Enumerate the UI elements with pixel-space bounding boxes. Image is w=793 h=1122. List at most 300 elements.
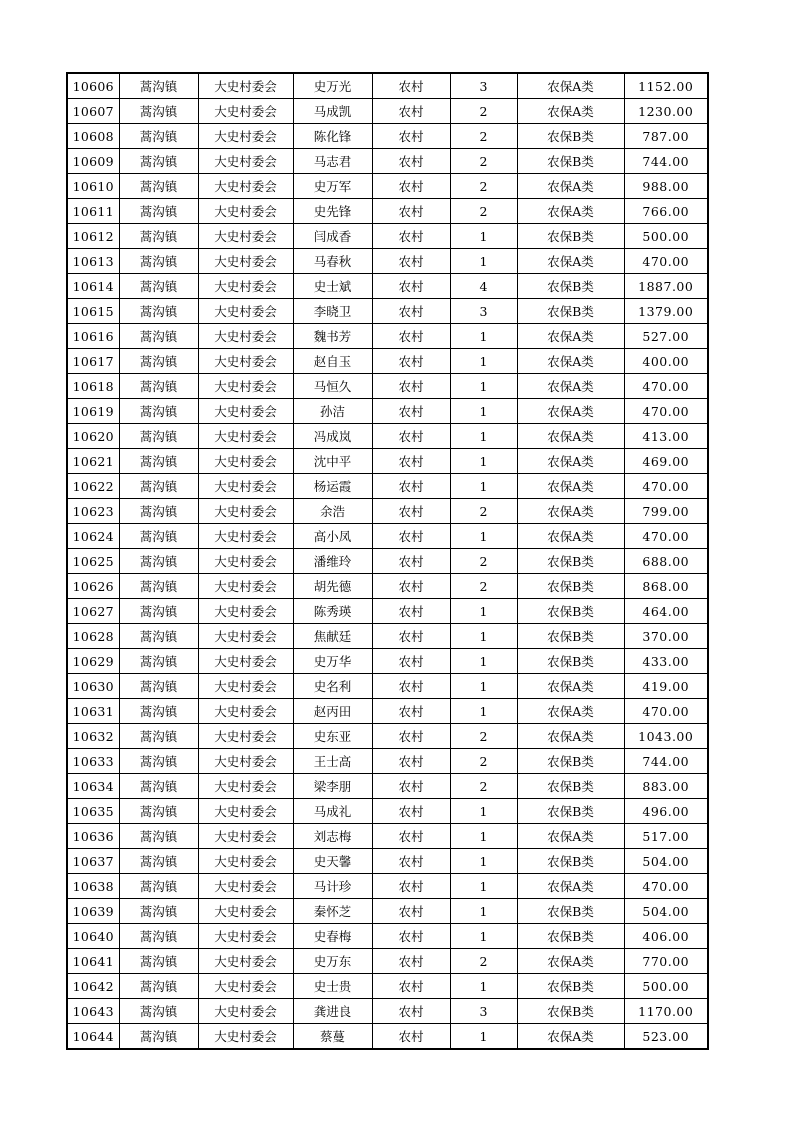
table-row <box>67 949 708 974</box>
amount-cell: 1230.00 <box>624 99 708 124</box>
household-size-cell: 1 <box>450 924 517 949</box>
town-cell: 蒿沟镇 <box>119 299 198 324</box>
household-size-cell: 2 <box>450 149 517 174</box>
table-row <box>67 174 708 199</box>
table-row <box>67 849 708 874</box>
table-row <box>67 599 708 624</box>
area-type-cell: 农村 <box>372 574 450 599</box>
person-name-cell: 李晓卫 <box>293 299 372 324</box>
area-type-cell: 农村 <box>372 999 450 1024</box>
person-name-cell: 秦怀芝 <box>293 899 372 924</box>
household-size-cell: 1 <box>450 1024 517 1050</box>
village-committee-cell: 大史村委会 <box>198 249 293 274</box>
area-type-cell: 农村 <box>372 649 450 674</box>
area-type-cell: 农村 <box>372 299 450 324</box>
insurance-type-cell: 农保A类 <box>517 249 624 274</box>
insurance-type-cell: 农保B类 <box>517 274 624 299</box>
table-row <box>67 574 708 599</box>
insurance-type-cell: 农保A类 <box>517 424 624 449</box>
insurance-type-cell: 农保B类 <box>517 924 624 949</box>
household-size-cell: 2 <box>450 199 517 224</box>
household-size-cell: 3 <box>450 299 517 324</box>
amount-cell: 523.00 <box>624 1024 708 1050</box>
record-id-cell: 10641 <box>67 949 119 974</box>
insurance-type-cell: 农保B类 <box>517 574 624 599</box>
record-id-cell: 10642 <box>67 974 119 999</box>
person-name-cell: 魏书芳 <box>293 324 372 349</box>
village-committee-cell: 大史村委会 <box>198 124 293 149</box>
insurance-type-cell: 农保B类 <box>517 149 624 174</box>
insurance-type-cell: 农保A类 <box>517 874 624 899</box>
insurance-type-cell: 农保A类 <box>517 199 624 224</box>
record-id-cell: 10630 <box>67 674 119 699</box>
table-body <box>67 73 708 1049</box>
town-cell: 蒿沟镇 <box>119 799 198 824</box>
village-committee-cell: 大史村委会 <box>198 799 293 824</box>
household-size-cell: 1 <box>450 799 517 824</box>
insurance-type-cell: 农保A类 <box>517 674 624 699</box>
record-id-cell: 10621 <box>67 449 119 474</box>
village-committee-cell: 大史村委会 <box>198 974 293 999</box>
person-name-cell: 史万军 <box>293 174 372 199</box>
town-cell: 蒿沟镇 <box>119 524 198 549</box>
insurance-type-cell: 农保B类 <box>517 299 624 324</box>
town-cell: 蒿沟镇 <box>119 499 198 524</box>
insurance-type-cell: 农保B类 <box>517 849 624 874</box>
town-cell: 蒿沟镇 <box>119 749 198 774</box>
insurance-type-cell: 农保B类 <box>517 799 624 824</box>
village-committee-cell: 大史村委会 <box>198 574 293 599</box>
town-cell: 蒿沟镇 <box>119 99 198 124</box>
area-type-cell: 农村 <box>372 749 450 774</box>
record-id-cell: 10620 <box>67 424 119 449</box>
village-committee-cell: 大史村委会 <box>198 149 293 174</box>
amount-cell: 883.00 <box>624 774 708 799</box>
amount-cell: 370.00 <box>624 624 708 649</box>
person-name-cell: 史天馨 <box>293 849 372 874</box>
village-committee-cell: 大史村委会 <box>198 374 293 399</box>
table-row <box>67 99 708 124</box>
area-type-cell: 农村 <box>372 1024 450 1050</box>
household-size-cell: 1 <box>450 849 517 874</box>
table-row <box>67 474 708 499</box>
town-cell: 蒿沟镇 <box>119 349 198 374</box>
table-row <box>67 73 708 99</box>
household-size-cell: 2 <box>450 574 517 599</box>
household-size-cell: 2 <box>450 174 517 199</box>
insurance-type-cell: 农保A类 <box>517 499 624 524</box>
insurance-type-cell: 农保B类 <box>517 649 624 674</box>
person-name-cell: 史万光 <box>293 73 372 99</box>
record-id-cell: 10634 <box>67 774 119 799</box>
village-committee-cell: 大史村委会 <box>198 224 293 249</box>
record-id-cell: 10643 <box>67 999 119 1024</box>
table-row <box>67 899 708 924</box>
record-id-cell: 10616 <box>67 324 119 349</box>
household-size-cell: 1 <box>450 599 517 624</box>
insurance-type-cell: 农保A类 <box>517 324 624 349</box>
amount-cell: 1379.00 <box>624 299 708 324</box>
household-size-cell: 1 <box>450 899 517 924</box>
record-id-cell: 10625 <box>67 549 119 574</box>
record-id-cell: 10622 <box>67 474 119 499</box>
town-cell: 蒿沟镇 <box>119 549 198 574</box>
household-size-cell: 4 <box>450 274 517 299</box>
record-id-cell: 10638 <box>67 874 119 899</box>
person-name-cell: 陈化锋 <box>293 124 372 149</box>
town-cell: 蒿沟镇 <box>119 324 198 349</box>
table-row <box>67 624 708 649</box>
town-cell: 蒿沟镇 <box>119 199 198 224</box>
village-committee-cell: 大史村委会 <box>198 774 293 799</box>
record-id-cell: 10610 <box>67 174 119 199</box>
record-id-cell: 10611 <box>67 199 119 224</box>
household-size-cell: 1 <box>450 249 517 274</box>
area-type-cell: 农村 <box>372 849 450 874</box>
person-name-cell: 马计珍 <box>293 874 372 899</box>
table-row <box>67 424 708 449</box>
amount-cell: 787.00 <box>624 124 708 149</box>
village-committee-cell: 大史村委会 <box>198 99 293 124</box>
person-name-cell: 赵自玉 <box>293 349 372 374</box>
village-committee-cell: 大史村委会 <box>198 449 293 474</box>
person-name-cell: 孙洁 <box>293 399 372 424</box>
table-row <box>67 749 708 774</box>
table-row <box>67 224 708 249</box>
record-id-cell: 10626 <box>67 574 119 599</box>
record-id-cell: 10633 <box>67 749 119 774</box>
household-size-cell: 3 <box>450 999 517 1024</box>
amount-cell: 433.00 <box>624 649 708 674</box>
amount-cell: 470.00 <box>624 474 708 499</box>
area-type-cell: 农村 <box>372 924 450 949</box>
household-size-cell: 1 <box>450 474 517 499</box>
amount-cell: 988.00 <box>624 174 708 199</box>
area-type-cell: 农村 <box>372 324 450 349</box>
town-cell: 蒿沟镇 <box>119 999 198 1024</box>
town-cell: 蒿沟镇 <box>119 599 198 624</box>
person-name-cell: 冯成岚 <box>293 424 372 449</box>
amount-cell: 470.00 <box>624 249 708 274</box>
town-cell: 蒿沟镇 <box>119 224 198 249</box>
area-type-cell: 农村 <box>372 249 450 274</box>
amount-cell: 688.00 <box>624 549 708 574</box>
person-name-cell: 马恒久 <box>293 374 372 399</box>
table-row <box>67 399 708 424</box>
household-size-cell: 1 <box>450 624 517 649</box>
record-id-cell: 10628 <box>67 624 119 649</box>
household-size-cell: 1 <box>450 399 517 424</box>
village-committee-cell: 大史村委会 <box>198 499 293 524</box>
table-row <box>67 924 708 949</box>
area-type-cell: 农村 <box>372 874 450 899</box>
insurance-type-cell: 农保A类 <box>517 73 624 99</box>
town-cell: 蒿沟镇 <box>119 899 198 924</box>
person-name-cell: 史东亚 <box>293 724 372 749</box>
area-type-cell: 农村 <box>372 124 450 149</box>
person-name-cell: 闫成香 <box>293 224 372 249</box>
person-name-cell: 史名利 <box>293 674 372 699</box>
area-type-cell: 农村 <box>372 199 450 224</box>
insurance-type-cell: 农保A类 <box>517 949 624 974</box>
person-name-cell: 马成礼 <box>293 799 372 824</box>
town-cell: 蒿沟镇 <box>119 174 198 199</box>
amount-cell: 470.00 <box>624 524 708 549</box>
village-committee-cell: 大史村委会 <box>198 174 293 199</box>
area-type-cell: 农村 <box>372 624 450 649</box>
household-size-cell: 2 <box>450 949 517 974</box>
area-type-cell: 农村 <box>372 73 450 99</box>
amount-cell: 770.00 <box>624 949 708 974</box>
person-name-cell: 高小凤 <box>293 524 372 549</box>
household-size-cell: 1 <box>450 449 517 474</box>
insurance-type-cell: 农保A类 <box>517 524 624 549</box>
amount-cell: 496.00 <box>624 799 708 824</box>
table-row <box>67 149 708 174</box>
record-id-cell: 10631 <box>67 699 119 724</box>
village-committee-cell: 大史村委会 <box>198 899 293 924</box>
record-id-cell: 10607 <box>67 99 119 124</box>
person-name-cell: 史士贵 <box>293 974 372 999</box>
town-cell: 蒿沟镇 <box>119 149 198 174</box>
record-id-cell: 10617 <box>67 349 119 374</box>
record-id-cell: 10606 <box>67 73 119 99</box>
record-id-cell: 10627 <box>67 599 119 624</box>
record-id-cell: 10609 <box>67 149 119 174</box>
table-row <box>67 699 708 724</box>
record-id-cell: 10640 <box>67 924 119 949</box>
household-size-cell: 1 <box>450 874 517 899</box>
table-row <box>67 524 708 549</box>
village-committee-cell: 大史村委会 <box>198 199 293 224</box>
area-type-cell: 农村 <box>372 524 450 549</box>
household-size-cell: 2 <box>450 774 517 799</box>
area-type-cell: 农村 <box>372 349 450 374</box>
town-cell: 蒿沟镇 <box>119 924 198 949</box>
table-row <box>67 249 708 274</box>
table-row <box>67 1024 708 1050</box>
amount-cell: 504.00 <box>624 849 708 874</box>
village-committee-cell: 大史村委会 <box>198 73 293 99</box>
household-size-cell: 1 <box>450 974 517 999</box>
area-type-cell: 农村 <box>372 674 450 699</box>
household-size-cell: 1 <box>450 424 517 449</box>
table-row <box>67 374 708 399</box>
village-committee-cell: 大史村委会 <box>198 324 293 349</box>
record-id-cell: 10619 <box>67 399 119 424</box>
household-size-cell: 2 <box>450 499 517 524</box>
village-committee-cell: 大史村委会 <box>198 849 293 874</box>
amount-cell: 470.00 <box>624 874 708 899</box>
village-committee-cell: 大史村委会 <box>198 424 293 449</box>
town-cell: 蒿沟镇 <box>119 624 198 649</box>
village-committee-cell: 大史村委会 <box>198 874 293 899</box>
insurance-type-cell: 农保A类 <box>517 1024 624 1050</box>
village-committee-cell: 大史村委会 <box>198 724 293 749</box>
amount-cell: 469.00 <box>624 449 708 474</box>
household-size-cell: 1 <box>450 674 517 699</box>
town-cell: 蒿沟镇 <box>119 949 198 974</box>
table-row <box>67 324 708 349</box>
amount-cell: 1170.00 <box>624 999 708 1024</box>
insurance-type-cell: 农保B类 <box>517 599 624 624</box>
amount-cell: 500.00 <box>624 224 708 249</box>
household-size-cell: 2 <box>450 99 517 124</box>
insurance-type-cell: 农保B类 <box>517 999 624 1024</box>
amount-cell: 413.00 <box>624 424 708 449</box>
person-name-cell: 史春梅 <box>293 924 372 949</box>
amount-cell: 406.00 <box>624 924 708 949</box>
person-name-cell: 陈秀瑛 <box>293 599 372 624</box>
town-cell: 蒿沟镇 <box>119 474 198 499</box>
person-name-cell: 潘维玲 <box>293 549 372 574</box>
amount-cell: 744.00 <box>624 149 708 174</box>
town-cell: 蒿沟镇 <box>119 849 198 874</box>
insurance-type-cell: 农保A类 <box>517 174 624 199</box>
roster-table <box>66 72 709 1050</box>
person-name-cell: 马成凯 <box>293 99 372 124</box>
area-type-cell: 农村 <box>372 399 450 424</box>
insurance-type-cell: 农保A类 <box>517 449 624 474</box>
town-cell: 蒿沟镇 <box>119 724 198 749</box>
person-name-cell: 史先锋 <box>293 199 372 224</box>
insurance-type-cell: 农保B类 <box>517 749 624 774</box>
amount-cell: 1043.00 <box>624 724 708 749</box>
area-type-cell: 农村 <box>372 949 450 974</box>
person-name-cell: 蔡蔓 <box>293 1024 372 1050</box>
insurance-type-cell: 农保A类 <box>517 349 624 374</box>
person-name-cell: 马志君 <box>293 149 372 174</box>
table-row <box>67 974 708 999</box>
amount-cell: 744.00 <box>624 749 708 774</box>
table-row <box>67 499 708 524</box>
record-id-cell: 10614 <box>67 274 119 299</box>
insurance-type-cell: 农保B类 <box>517 624 624 649</box>
insurance-type-cell: 农保B类 <box>517 124 624 149</box>
insurance-type-cell: 农保A类 <box>517 399 624 424</box>
household-size-cell: 1 <box>450 824 517 849</box>
household-size-cell: 1 <box>450 699 517 724</box>
amount-cell: 400.00 <box>624 349 708 374</box>
town-cell: 蒿沟镇 <box>119 374 198 399</box>
village-committee-cell: 大史村委会 <box>198 349 293 374</box>
village-committee-cell: 大史村委会 <box>198 999 293 1024</box>
household-size-cell: 1 <box>450 224 517 249</box>
village-committee-cell: 大史村委会 <box>198 674 293 699</box>
household-size-cell: 2 <box>450 749 517 774</box>
town-cell: 蒿沟镇 <box>119 399 198 424</box>
amount-cell: 504.00 <box>624 899 708 924</box>
insurance-type-cell: 农保A类 <box>517 699 624 724</box>
household-size-cell: 1 <box>450 649 517 674</box>
town-cell: 蒿沟镇 <box>119 699 198 724</box>
table-row <box>67 349 708 374</box>
person-name-cell: 杨运霞 <box>293 474 372 499</box>
area-type-cell: 农村 <box>372 899 450 924</box>
area-type-cell: 农村 <box>372 499 450 524</box>
area-type-cell: 农村 <box>372 599 450 624</box>
record-id-cell: 10632 <box>67 724 119 749</box>
record-id-cell: 10635 <box>67 799 119 824</box>
person-name-cell: 刘志梅 <box>293 824 372 849</box>
area-type-cell: 农村 <box>372 799 450 824</box>
person-name-cell: 马春秋 <box>293 249 372 274</box>
record-id-cell: 10624 <box>67 524 119 549</box>
village-committee-cell: 大史村委会 <box>198 924 293 949</box>
record-id-cell: 10637 <box>67 849 119 874</box>
person-name-cell: 余浩 <box>293 499 372 524</box>
town-cell: 蒿沟镇 <box>119 73 198 99</box>
village-committee-cell: 大史村委会 <box>198 524 293 549</box>
table-row <box>67 199 708 224</box>
table-row <box>67 299 708 324</box>
village-committee-cell: 大史村委会 <box>198 274 293 299</box>
village-committee-cell: 大史村委会 <box>198 549 293 574</box>
area-type-cell: 农村 <box>372 224 450 249</box>
town-cell: 蒿沟镇 <box>119 674 198 699</box>
amount-cell: 799.00 <box>624 499 708 524</box>
household-size-cell: 1 <box>450 324 517 349</box>
insurance-type-cell: 农保A类 <box>517 99 624 124</box>
household-size-cell: 2 <box>450 549 517 574</box>
household-size-cell: 1 <box>450 349 517 374</box>
village-committee-cell: 大史村委会 <box>198 699 293 724</box>
household-size-cell: 1 <box>450 524 517 549</box>
table-row <box>67 649 708 674</box>
record-id-cell: 10639 <box>67 899 119 924</box>
village-committee-cell: 大史村委会 <box>198 624 293 649</box>
record-id-cell: 10613 <box>67 249 119 274</box>
amount-cell: 470.00 <box>624 374 708 399</box>
amount-cell: 527.00 <box>624 324 708 349</box>
insurance-type-cell: 农保A类 <box>517 474 624 499</box>
town-cell: 蒿沟镇 <box>119 824 198 849</box>
person-name-cell: 胡先德 <box>293 574 372 599</box>
record-id-cell: 10644 <box>67 1024 119 1050</box>
area-type-cell: 农村 <box>372 449 450 474</box>
area-type-cell: 农村 <box>372 974 450 999</box>
amount-cell: 766.00 <box>624 199 708 224</box>
town-cell: 蒿沟镇 <box>119 574 198 599</box>
household-size-cell: 1 <box>450 374 517 399</box>
area-type-cell: 农村 <box>372 774 450 799</box>
insurance-type-cell: 农保B类 <box>517 974 624 999</box>
area-type-cell: 农村 <box>372 274 450 299</box>
table-row <box>67 549 708 574</box>
amount-cell: 470.00 <box>624 699 708 724</box>
town-cell: 蒿沟镇 <box>119 249 198 274</box>
person-name-cell: 史士斌 <box>293 274 372 299</box>
household-size-cell: 2 <box>450 124 517 149</box>
person-name-cell: 龚进良 <box>293 999 372 1024</box>
area-type-cell: 农村 <box>372 474 450 499</box>
area-type-cell: 农村 <box>372 724 450 749</box>
village-committee-cell: 大史村委会 <box>198 649 293 674</box>
household-size-cell: 2 <box>450 724 517 749</box>
insurance-type-cell: 农保B类 <box>517 224 624 249</box>
person-name-cell: 赵丙田 <box>293 699 372 724</box>
insurance-type-cell: 农保A类 <box>517 374 624 399</box>
record-id-cell: 10629 <box>67 649 119 674</box>
village-committee-cell: 大史村委会 <box>198 599 293 624</box>
amount-cell: 464.00 <box>624 599 708 624</box>
person-name-cell: 沈中平 <box>293 449 372 474</box>
person-name-cell: 王士高 <box>293 749 372 774</box>
household-size-cell: 3 <box>450 73 517 99</box>
amount-cell: 470.00 <box>624 399 708 424</box>
town-cell: 蒿沟镇 <box>119 124 198 149</box>
town-cell: 蒿沟镇 <box>119 774 198 799</box>
